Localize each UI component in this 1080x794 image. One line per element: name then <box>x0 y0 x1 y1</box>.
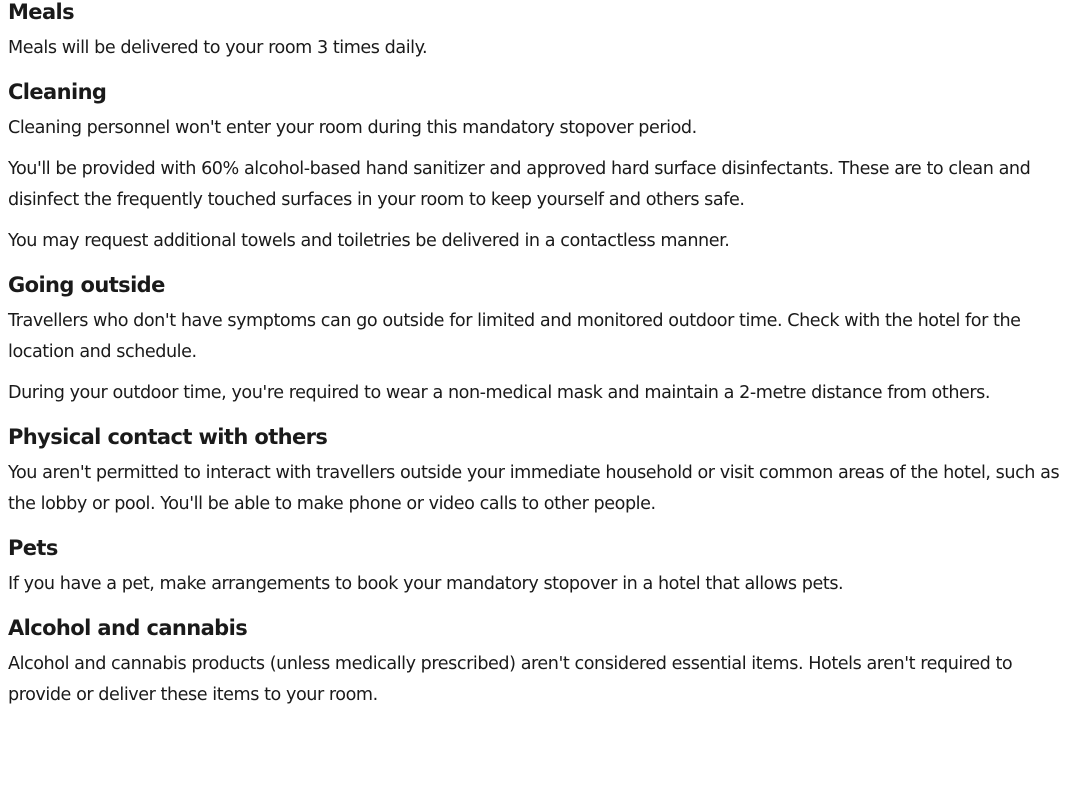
section-heading: Alcohol and cannabis <box>8 616 248 640</box>
section-meals <box>8 0 1072 64</box>
section-paragraph: Cleaning personnel won't enter your room during this mandatory stopover period. <box>8 118 697 138</box>
section-paragraph: Travellers who don't have symptoms can go outside for limited and monitored outdoor time. Check with the hotel for the location and schedule. <box>8 311 1021 362</box>
section-heading: Going outside <box>8 273 165 297</box>
section-alcohol-cannabis <box>8 614 1072 711</box>
section-physical-contact <box>8 423 1072 520</box>
section-paragraph: During your outdoor time, you're required to wear a non-medical mask and maintain a 2-metre distance from others. <box>8 383 991 403</box>
section-heading: Pets <box>8 536 58 560</box>
section-paragraph: You may request additional towels and toiletries be delivered in a contactless manner. <box>8 231 730 251</box>
section-heading: Meals <box>8 0 75 24</box>
section-paragraph: Alcohol and cannabis products (unless medically prescribed) aren't considered essential items. Hotels aren't required to provide or deliver these items to your room. <box>8 654 1013 705</box>
section-paragraph: Meals will be delivered to your room 3 times daily. <box>8 38 428 58</box>
section-cleaning <box>8 78 1072 257</box>
section-paragraph: If you have a pet, make arrangements to book your mandatory stopover in a hotel that allows pets. <box>8 574 844 594</box>
section-paragraph: You'll be provided with 60% alcohol-based hand sanitizer and approved hard surface disinfectants. These are to clean and disinfect the frequently touched surfaces in your room to keep yourself and others safe. <box>8 159 1031 210</box>
section-pets <box>8 534 1072 600</box>
section-heading: Cleaning <box>8 80 107 104</box>
section-heading: Physical contact with others <box>8 425 328 449</box>
section-paragraph: You aren't permitted to interact with travellers outside your immediate household or visit common areas of the hotel, such as the lobby or pool. You'll be able to make phone or video calls to other people. <box>8 463 1060 514</box>
section-going-outside <box>8 271 1072 409</box>
